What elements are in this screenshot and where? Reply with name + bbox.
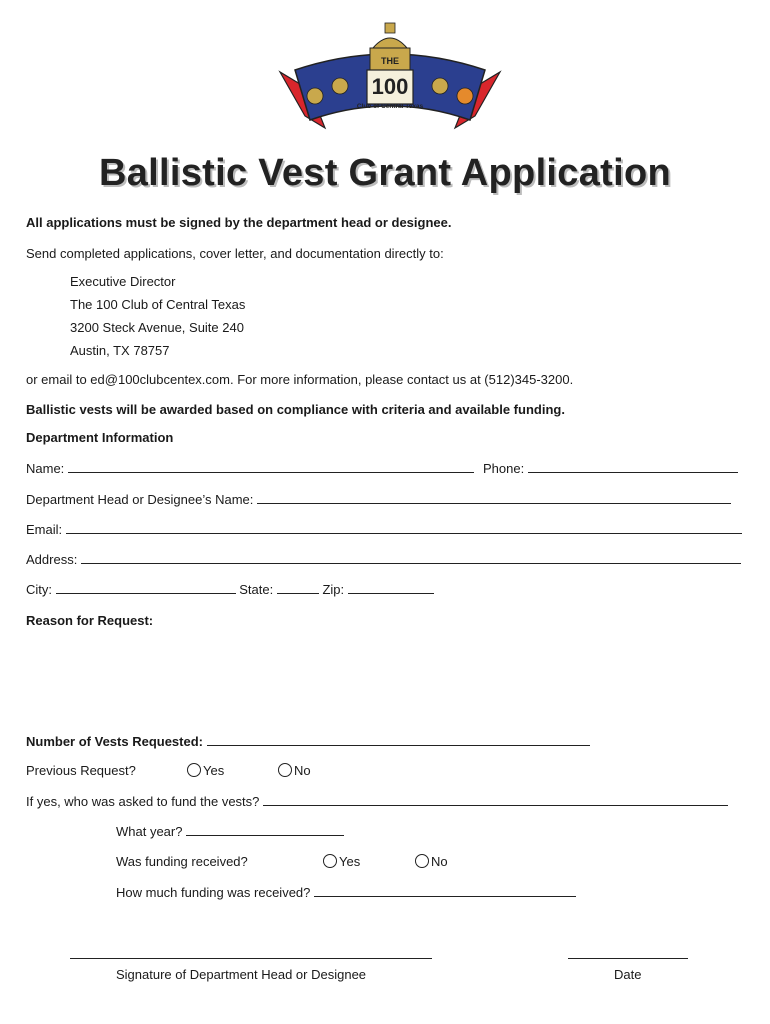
funding-amount-label: How much funding was received? <box>116 885 311 900</box>
award-note: Ballistic vests will be awarded based on compliance with criteria and available funding. <box>26 402 565 417</box>
what-year-field[interactable] <box>116 823 344 839</box>
email-label: Email: <box>26 522 63 537</box>
funding-received-label: Was funding received? <box>116 854 248 869</box>
head-name-field[interactable] <box>26 491 731 507</box>
previous-no-radio[interactable] <box>278 763 292 777</box>
what-year-label: What year? <box>116 824 183 839</box>
signature-label: Signature of Department Head or Designee <box>116 967 367 982</box>
city-label: City: <box>26 582 52 597</box>
send-note: Send completed applications, cover letter, and documentation directly to: <box>26 246 444 261</box>
previous-yes-radio[interactable] <box>187 763 201 777</box>
previous-no-option[interactable] <box>278 763 311 778</box>
email-field[interactable] <box>26 521 742 537</box>
funding-yes-radio[interactable] <box>323 854 337 868</box>
club-logo <box>275 20 505 142</box>
funding-yes-option[interactable] <box>323 854 360 869</box>
previous-no-label: No <box>294 763 311 778</box>
email-input-line[interactable] <box>66 521 742 534</box>
state-label: State: <box>239 582 274 597</box>
phone-label: Phone: <box>483 461 525 476</box>
funding-no-label: No <box>431 854 448 869</box>
vests-number-label: Number of Vests Requested: <box>26 734 203 749</box>
who-funded-input-line[interactable] <box>263 793 728 806</box>
state-input-line[interactable] <box>277 581 319 594</box>
address-field[interactable] <box>26 551 741 567</box>
funding-amount-field[interactable] <box>116 884 576 900</box>
zip-input-line[interactable] <box>348 581 434 594</box>
date-label: Date <box>614 967 642 982</box>
head-name-input-line[interactable] <box>257 491 731 504</box>
funding-no-option[interactable] <box>415 854 448 869</box>
address-line-4: Austin, TX 78757 <box>70 343 170 358</box>
previous-yes-label: Yes <box>203 763 225 778</box>
who-funded-label: If yes, who was asked to fund the vests? <box>26 794 260 809</box>
previous-request-label: Previous Request? <box>26 763 136 778</box>
page-title: Ballistic Vest Grant Application <box>99 152 671 194</box>
address-line-1: Executive Director <box>70 274 176 289</box>
name-input-line[interactable] <box>68 460 474 473</box>
vests-number-input-line[interactable] <box>207 733 590 746</box>
address-input-line[interactable] <box>81 551 741 564</box>
funding-no-radio[interactable] <box>415 854 429 868</box>
department-heading: Department Information <box>26 430 174 445</box>
logo-ribbon-text: Club of Central Texas <box>356 103 424 110</box>
address-line-3: 3200 Steck Avenue, Suite 240 <box>70 320 244 335</box>
phone-input-line[interactable] <box>528 460 738 473</box>
funding-yes-label: Yes <box>339 854 361 869</box>
reason-label: Reason for Request: <box>26 613 154 628</box>
address-line-2: The 100 Club of Central Texas <box>70 297 246 312</box>
funding-amount-input-line[interactable] <box>314 884 576 897</box>
city-input-line[interactable] <box>56 581 236 594</box>
logo-number: 100 <box>371 74 409 99</box>
email-note: or email to ed@100clubcentex.com. For more information, please contact us at (512)345-3200. <box>26 372 574 387</box>
signed-note: All applications must be signed by the department head or designee. <box>26 215 452 230</box>
date-line[interactable] <box>568 958 688 959</box>
address-label: Address: <box>26 552 78 567</box>
phone-field[interactable] <box>483 460 738 476</box>
zip-label: Zip: <box>322 582 345 597</box>
city-state-zip-row <box>26 581 434 597</box>
signature-line[interactable] <box>70 958 432 959</box>
name-label: Name: <box>26 461 65 476</box>
what-year-input-line[interactable] <box>186 823 344 836</box>
vests-number-field[interactable] <box>26 733 590 749</box>
who-funded-field[interactable] <box>26 793 728 809</box>
name-field[interactable] <box>26 460 474 476</box>
previous-yes-option[interactable] <box>187 763 224 778</box>
head-name-label: Department Head or Designee’s Name: <box>26 492 254 507</box>
logo-the-text: THE <box>381 56 399 66</box>
